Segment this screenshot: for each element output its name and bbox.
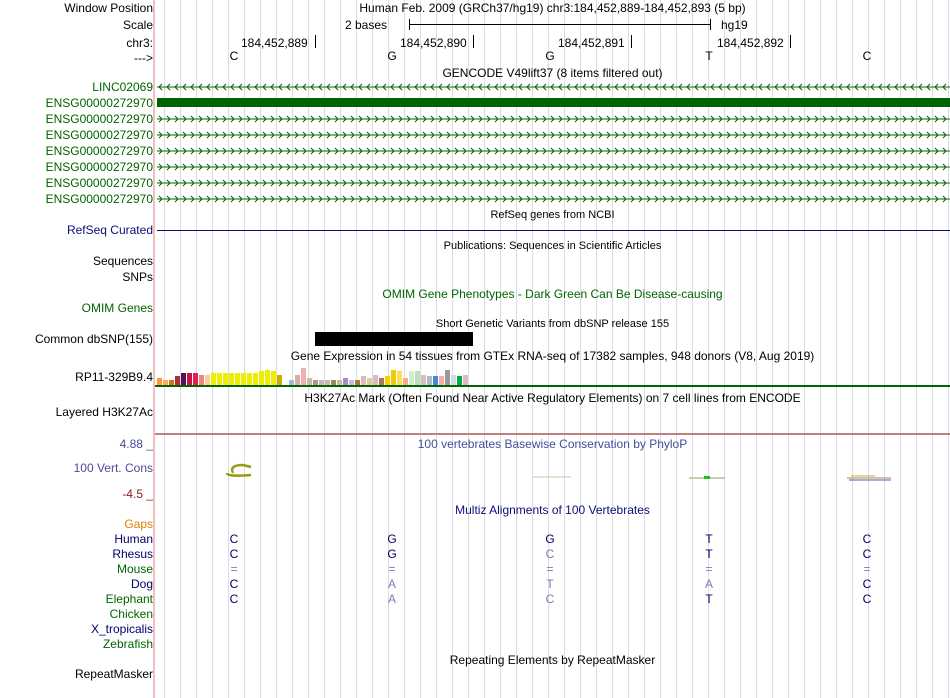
multiz-base: T bbox=[546, 577, 554, 591]
strand-label: ---> bbox=[134, 51, 153, 65]
gtex-tissue-bar[interactable] bbox=[295, 375, 300, 385]
gtex-tissue-bar[interactable] bbox=[175, 376, 180, 385]
window-position-label: Window Position bbox=[64, 1, 153, 15]
position-label: 184,452,889 bbox=[241, 36, 308, 50]
gtex-tissue-bar[interactable] bbox=[307, 378, 312, 385]
position-tick bbox=[473, 35, 474, 48]
scale-assembly: hg19 bbox=[721, 18, 748, 32]
multiz-base: = bbox=[863, 562, 871, 576]
multiz-base: G bbox=[545, 532, 555, 546]
position-tick bbox=[315, 35, 316, 48]
gtex-label[interactable]: RP11-329B9.4 bbox=[75, 370, 153, 384]
scale-bar bbox=[409, 24, 711, 25]
multiz-base: = bbox=[546, 562, 554, 576]
gencode-track-label[interactable]: LINC02069 bbox=[92, 80, 153, 94]
conservation-signal bbox=[227, 465, 251, 476]
gtex-tissue-bar[interactable] bbox=[211, 373, 216, 385]
ruler-base: C bbox=[229, 49, 239, 63]
gtex-tissue-bar[interactable] bbox=[199, 375, 204, 385]
gtex-tissue-bar[interactable] bbox=[193, 373, 198, 385]
dbsnp-label[interactable]: Common dbSNP(155) bbox=[34, 332, 153, 346]
multiz-base: T bbox=[705, 532, 713, 546]
conservation-signal bbox=[704, 476, 710, 479]
gtex-tissue-bar[interactable] bbox=[409, 371, 414, 385]
multiz-base: G bbox=[387, 532, 397, 546]
ruler-base: G bbox=[387, 49, 397, 63]
gencode-intron-line[interactable] bbox=[157, 194, 950, 204]
multiz-species-label[interactable]: Rhesus bbox=[112, 547, 153, 561]
multiz-base: T bbox=[705, 547, 713, 561]
gencode-track-label[interactable]: ENSG00000272970 bbox=[45, 96, 153, 110]
gtex-gene-line bbox=[155, 385, 950, 387]
gtex-tissue-bar[interactable] bbox=[217, 373, 222, 385]
gencode-intron-line[interactable] bbox=[157, 162, 950, 172]
gtex-tissue-bar[interactable] bbox=[379, 378, 384, 385]
omim-label[interactable]: OMIM Genes bbox=[81, 301, 153, 315]
position-label: 184,452,892 bbox=[717, 36, 784, 50]
multiz-species-label[interactable]: Mouse bbox=[116, 562, 153, 576]
gtex-tissue-bar[interactable] bbox=[277, 375, 282, 385]
gtex-tissue-bar[interactable] bbox=[157, 378, 162, 385]
gtex-tissue-bar[interactable] bbox=[253, 373, 258, 385]
gtex-tissue-bar[interactable] bbox=[187, 373, 192, 385]
publications-title[interactable]: Publications: Sequences in Scientific Articles bbox=[443, 240, 662, 252]
gtex-tissue-bar[interactable] bbox=[397, 371, 402, 385]
h3k27ac-label[interactable]: Layered H3K27Ac bbox=[55, 405, 153, 419]
ruler-base: G bbox=[545, 49, 555, 63]
h3k27ac-baseline bbox=[155, 433, 950, 435]
multiz-title[interactable]: Multiz Alignments of 100 Vertebrates bbox=[455, 503, 650, 517]
multiz-base: = bbox=[230, 562, 238, 576]
multiz-base: C bbox=[229, 592, 239, 606]
refseq-label[interactable]: RefSeq Curated bbox=[66, 223, 153, 237]
gtex-tissue-bar[interactable] bbox=[241, 373, 246, 385]
gtex-tissue-bar[interactable] bbox=[385, 376, 390, 385]
conservation-title[interactable]: 100 vertebrates Basewise Conservation by PhyloP bbox=[417, 437, 688, 451]
multiz-species-label[interactable]: Gaps bbox=[124, 517, 153, 531]
repeatmasker-label[interactable]: RepeatMasker bbox=[74, 667, 153, 681]
gtex-tissue-bar[interactable] bbox=[229, 373, 234, 385]
gtex-tissue-bar[interactable] bbox=[361, 376, 366, 385]
multiz-base: C bbox=[545, 592, 555, 606]
gtex-tissue-bar[interactable] bbox=[223, 373, 228, 385]
ruler-base: C bbox=[862, 49, 872, 63]
gtex-tissue-bar[interactable] bbox=[433, 376, 438, 385]
gtex-tissue-bar[interactable] bbox=[463, 375, 468, 385]
multiz-base: C bbox=[229, 532, 239, 546]
gencode-intron-line[interactable] bbox=[157, 178, 950, 188]
window-position-title[interactable]: Human Feb. 2009 (GRCh37/hg19) chr3:184,452,889-184,452,893 (5 bp) bbox=[359, 1, 746, 15]
multiz-species-label[interactable]: Elephant bbox=[105, 592, 153, 606]
multiz-base: C bbox=[862, 547, 872, 561]
multiz-base: T bbox=[705, 592, 713, 606]
gtex-tissue-bar[interactable] bbox=[259, 371, 264, 385]
gtex-tissue-bar[interactable] bbox=[181, 373, 186, 385]
gtex-tissue-bar[interactable] bbox=[271, 371, 276, 385]
position-tick bbox=[631, 35, 632, 48]
gtex-tissue-bar[interactable] bbox=[445, 370, 450, 385]
multiz-species-label[interactable]: Zebrafish bbox=[102, 637, 153, 651]
multiz-base: C bbox=[862, 532, 872, 546]
gtex-tissue-bar[interactable] bbox=[457, 376, 462, 385]
scale-bases: 2 bases bbox=[345, 18, 388, 32]
dbsnp-title[interactable]: Short Genetic Variants from dbSNP release 155 bbox=[435, 318, 670, 330]
multiz-base: = bbox=[705, 562, 713, 576]
position-tick bbox=[790, 35, 791, 48]
gtex-tissue-bar[interactable] bbox=[373, 375, 378, 385]
gencode-track-label[interactable]: ENSG00000272970 bbox=[45, 112, 153, 126]
dbsnp-variant-bar[interactable] bbox=[315, 332, 473, 346]
multiz-base: C bbox=[229, 547, 239, 561]
gtex-title[interactable]: Gene Expression in 54 tissues from GTEx RNA-seq of 17382 samples, 948 donors (V8, Aug 2019) bbox=[290, 349, 815, 363]
conservation-graph[interactable] bbox=[155, 455, 950, 495]
gencode-track-label[interactable]: ENSG00000272970 bbox=[45, 192, 153, 206]
multiz-base: = bbox=[388, 562, 396, 576]
gencode-intron-line[interactable] bbox=[157, 114, 950, 124]
sequences-label[interactable]: Sequences bbox=[92, 254, 153, 268]
gtex-tissue-bar[interactable] bbox=[205, 375, 210, 385]
multiz-species-label[interactable]: X_tropicalis bbox=[90, 622, 153, 636]
gtex-tissue-bar[interactable] bbox=[439, 376, 444, 385]
gencode-track-label[interactable]: ENSG00000272970 bbox=[45, 176, 153, 190]
chr-label: chr3: bbox=[126, 36, 153, 50]
gtex-tissue-bar[interactable] bbox=[391, 370, 396, 385]
multiz-base: C bbox=[862, 592, 872, 606]
scale-label: Scale bbox=[122, 18, 153, 32]
multiz-base: A bbox=[704, 577, 713, 591]
gtex-tissue-bar[interactable] bbox=[427, 376, 432, 385]
conservation-max: 4.88 _ bbox=[119, 437, 153, 451]
refseq-gene-line[interactable] bbox=[157, 230, 950, 231]
gtex-tissue-bar[interactable] bbox=[415, 371, 420, 385]
multiz-species-label[interactable]: Dog bbox=[130, 577, 153, 591]
gencode-track-label[interactable]: ENSG00000272970 bbox=[45, 128, 153, 142]
gtex-tissue-bar[interactable] bbox=[403, 378, 408, 385]
gencode-track-label[interactable]: ENSG00000272970 bbox=[45, 144, 153, 158]
multiz-base: C bbox=[862, 577, 872, 591]
gtex-tissue-bar[interactable] bbox=[301, 368, 306, 385]
refseq-title[interactable]: RefSeq genes from NCBI bbox=[490, 209, 615, 221]
omim-title[interactable]: OMIM Gene Phenotypes - Dark Green Can Be Disease-causing bbox=[382, 287, 723, 301]
multiz-base: A bbox=[387, 592, 396, 606]
gtex-tissue-bar[interactable] bbox=[421, 375, 426, 385]
multiz-base: A bbox=[387, 577, 396, 591]
snps-label[interactable]: SNPs bbox=[122, 270, 153, 284]
multiz-base: C bbox=[545, 547, 555, 561]
scale-bar-right-cap bbox=[710, 19, 711, 30]
gencode-intron-line[interactable] bbox=[157, 82, 950, 92]
conservation-label[interactable]: 100 Vert. Cons bbox=[73, 461, 153, 475]
conservation-min: -4.5 _ bbox=[122, 487, 153, 501]
gencode-title[interactable]: GENCODE V49lift37 (8 items filtered out) bbox=[442, 66, 663, 80]
position-label: 184,452,891 bbox=[558, 36, 625, 50]
repeatmasker-title[interactable]: Repeating Elements by RepeatMasker bbox=[449, 653, 656, 667]
multiz-base: G bbox=[387, 547, 397, 561]
gtex-tissue-bar[interactable] bbox=[343, 378, 348, 385]
position-label: 184,452,890 bbox=[400, 36, 467, 50]
gtex-tissue-bar[interactable] bbox=[451, 375, 456, 385]
gencode-intron-line[interactable] bbox=[157, 130, 950, 140]
gencode-track-label[interactable]: ENSG00000272970 bbox=[45, 160, 153, 174]
scale-bar-left-cap bbox=[409, 19, 410, 30]
gtex-tissue-bar[interactable] bbox=[367, 378, 372, 385]
gtex-tissue-bar[interactable] bbox=[265, 370, 270, 385]
h3k27ac-title[interactable]: H3K27Ac Mark (Often Found Near Active Regulatory Elements) on 7 cell lines from ENCODE bbox=[304, 391, 801, 405]
gtex-tissue-bar[interactable] bbox=[235, 373, 240, 385]
gencode-exon-block[interactable] bbox=[157, 98, 950, 107]
multiz-species-label[interactable]: Chicken bbox=[109, 607, 153, 621]
multiz-base: C bbox=[229, 577, 239, 591]
gencode-intron-line[interactable] bbox=[157, 146, 950, 156]
ruler-base: T bbox=[705, 49, 713, 63]
multiz-species-label[interactable]: Human bbox=[114, 532, 153, 546]
gtex-tissue-bar[interactable] bbox=[247, 373, 252, 385]
